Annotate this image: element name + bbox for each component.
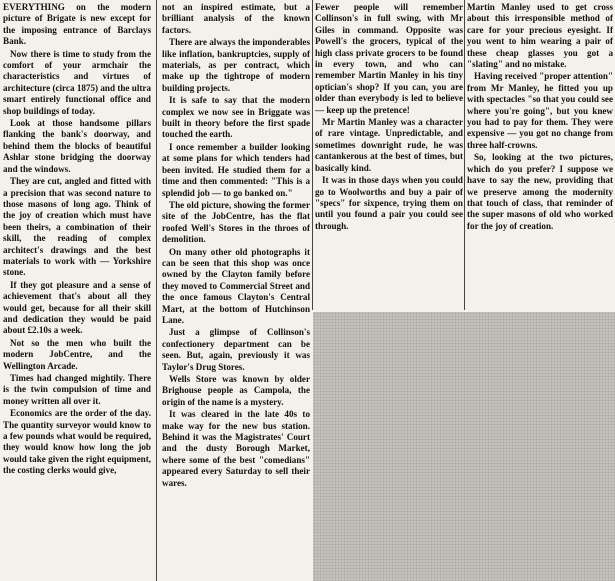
paragraph: So, looking at the two pictures, which do you prefer? I suppose we have to say the new, providing that we preserve among the modernity that touch of class, that reminder of the super masons of old who worked for the joy of creation. bbox=[467, 152, 613, 231]
paragraph: Look at those handsome pillars flanking the bank's doorway, and behind them the blocks of beautiful Ashlar stone bridging the doorway and the windows. bbox=[3, 118, 151, 174]
paragraph: Times had changed mightily. There is the twin compulsion of time and money written all over it. bbox=[3, 373, 151, 406]
paragraph: It was in those days when you could go to Woolworths and buy a pair of "specs" for sixpence, trying them on until you found a pair you could see through. bbox=[315, 175, 463, 231]
paragraph: It is safe to say that the modern complex we now see in Briggate was built in theory before the first spade touched the earth. bbox=[162, 95, 310, 140]
paragraph: Now there is time to study from the comfort of your armchair the characteristics and virtues of architecture (circa 1875) and the ultra smart entirely functional office and shop buildings of today. bbox=[3, 48, 151, 116]
column-rule bbox=[464, 0, 465, 310]
paragraph: Economics are the order of the day. The quantity surveyor would know to a few pounds what would be required, they would know how long the job would take given the right equipment, the costing clerks would give, bbox=[3, 408, 151, 476]
paragraph: Just a glimpse of Collinson's confectionery department can be seen. But, again, previously it was Taylor's Drug Stores. bbox=[162, 327, 310, 372]
paragraph: There are always the imponderables like inflation, bankruptcies, supply of materials, as per contract, which make up the tightrope of modern building projects. bbox=[162, 37, 310, 93]
paragraph: Fewer people will remember Collinson's in full swing, with Mr Giles in command. Opposite was Powell's the grocers, typical of the high class private grocers to be found in every town, and who can remember Martin Manley in his tiny optician's shop? If you can, you are older than everybody is led to believe — keep up the pretence! bbox=[315, 2, 463, 115]
paragraph: They are cut, angled and fitted with a precision that was second nature to those masons of long ago. Think of the joy of creation which must have been theirs, a combination of their skill, the reading of complex architect's drawings and the best materials to work with — Yorkshire stone. bbox=[3, 176, 151, 278]
article-column-3 bbox=[315, 2, 463, 302]
column-rule bbox=[312, 0, 313, 310]
paragraph: Mr Martin Manley was a character of rare vintage. Unpredictable, and sometimes downright rude, he was cantankerous at the best of times, but basically kind. bbox=[315, 117, 463, 173]
article-column-1 bbox=[3, 2, 151, 580]
paragraph: On many other old photographs it can be seen that this shop was once owned by the Clayton family before they moved to Commercial Street and the once famous Clayton's Central Mart, at the bottom of Hutchinson Lane. bbox=[162, 246, 310, 325]
paragraph: Not so the men who built the modern JobCentre, and the Wellington Arcade. bbox=[3, 337, 151, 371]
paragraph: The old picture, showing the former site of the JobCentre, has the flat roofed Well's Stores in the throes of demolition. bbox=[162, 199, 310, 245]
paragraph: It was cleared in the late 40s to make way for the new bus station. Behind it was the Magistrates' Court and the dusty Borough Market, where some of the best "comedians" appeared every Saturday to sell their wares. bbox=[162, 409, 310, 488]
lead-paragraph: EVERYTHING on the modern picture of Brigate is new except for the imposing entrance of Barclays Bank. bbox=[3, 2, 151, 47]
article-column-2 bbox=[162, 2, 310, 580]
paragraph: Having received "proper attention" from Mr Manley, he fitted you up with spectacles "so that you could see where you're going", but you knew you had to pay for them. They were expensive — you got no change from three half-crowns. bbox=[467, 71, 613, 150]
paragraph: I once remember a builder looking at some plans for which tenders had been invited. He studied them for a time and then commented: "This is a splendid job — to go banked on." bbox=[162, 141, 310, 198]
article-column-4 bbox=[467, 2, 613, 302]
paragraph: Wells Store was known by older Brighouse people as Campola, the origin of the name is a mystery. bbox=[162, 374, 310, 407]
column-rule bbox=[156, 0, 157, 581]
paragraph: If they got pleasure and a sense of achievement that's about all they would get, because for all their skill and dedication they would be paid about £2.10s a week. bbox=[3, 279, 151, 336]
paragraph: Martin Manley used to get cross about this irresponsible method of care for your precious eyesight. If you went to him wearing a pair of these cheap glasses you got a "slating" and no mistake. bbox=[467, 2, 613, 70]
photo-placeholder bbox=[313, 312, 615, 581]
paragraph: not an inspired estimate, but a brilliant analysis of the known factors. bbox=[162, 2, 310, 35]
